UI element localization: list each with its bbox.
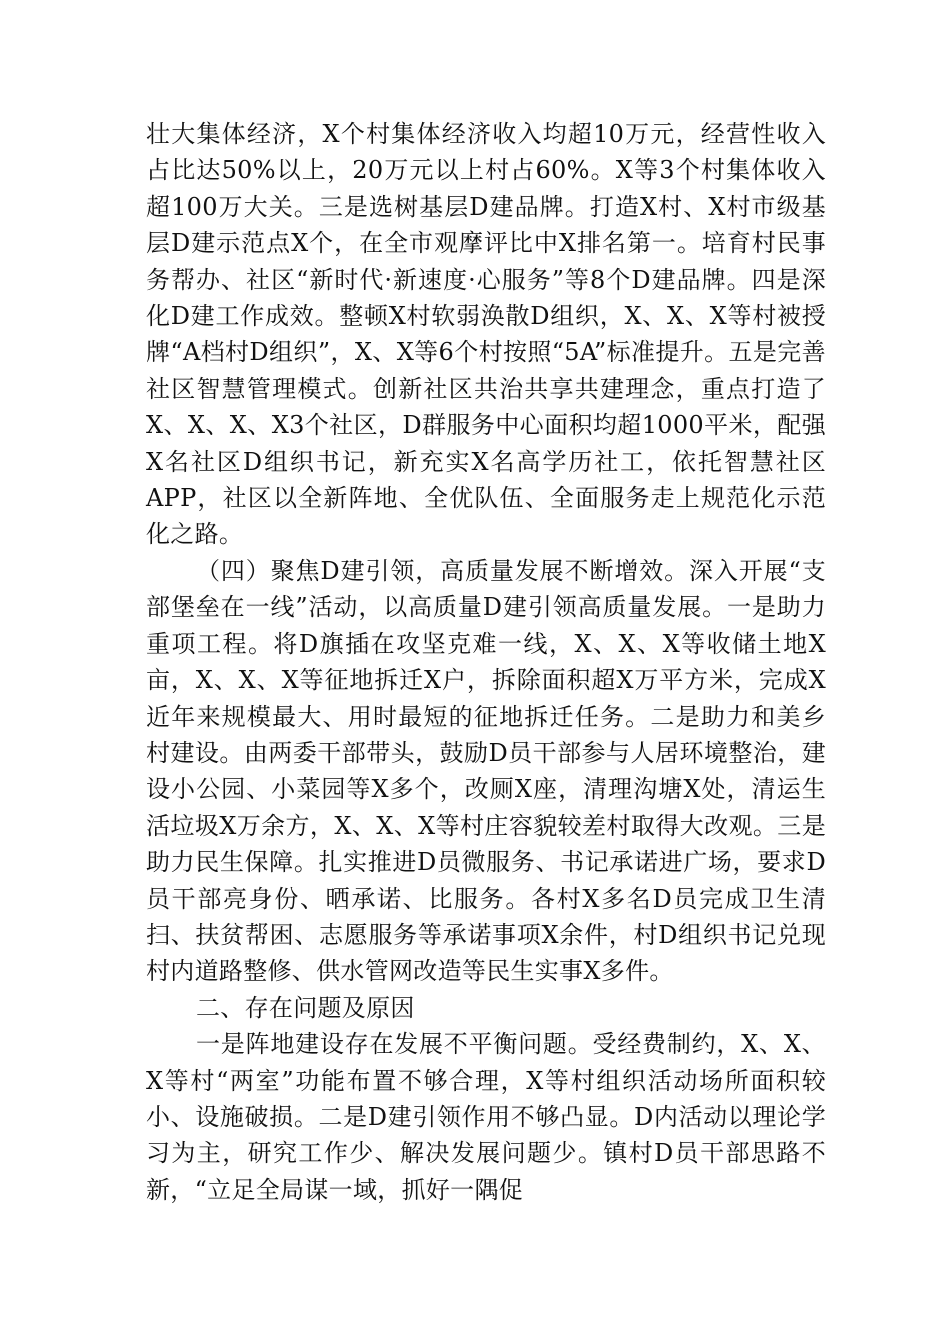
paragraph-collective-economy: 壮大集体经济，X个村集体经济收入均超10万元，经营性收入占比达50%以上，20万元以上村占60%。X等3个村集体收入超100万大关。三是选树基层D建品牌。打造X村、X村市级基层D建示范点X个，在全市观摩评比中X排名第一。培育村民事务帮办、社区“新时代·新速度·心服务”等8个D建品牌。四是深化D建工作成效。整顿X村软弱涣散D组织，X、X、X等村被授牌“A档村D组织”，X、X等6个村按照“5A”标准提升。五是完善社区智慧管理模式。创新社区共治共享共建理念，重点打造了X、X、X、X3个社区，D群服务中心面积均超1000平米，配强X名社区D组织书记，新充实X名高学历社工，依托智慧社区APP，社区以全新阵地、全优队伍、全面服务走上规范化示范化之路。	[146, 120, 826, 549]
document-body	[146, 116, 826, 1208]
paragraph-party-building-development: （四）聚焦D建引领，高质量发展不断增效。深入开展“支部堡垒在一线”活动，以高质量D建引领高质量发展。一是助力重项工程。将D旗插在攻坚克难一线，X、X、X等收储土地X亩，X、X、X等征地拆迁X户，拆除面积超X万平方米，完成X近年来规模最大、用时最短的征地拆迁任务。二是助力和美乡村建设。由两委干部带头，鼓励D员干部参与人居环境整治，建设小公园、小菜园等X多个，改厕X座，清理沟塘X处，清运生活垃圾X万余方，X、X、X等村庄容貌较差村取得大改观。三是助力民生保障。扎实推进D员微服务、书记承诺进广场，要求D员干部亮身份、晒承诺、比服务。各村X多名D员完成卫生清扫、扶贫帮困、志愿服务等承诺事项X余件，村D组织书记兑现村内道路整修、供水管网改造等民生实事X多件。	[146, 556, 826, 986]
paragraph-problems-causes: 一是阵地建设存在发展不平衡问题。受经费制约，X、X、X等村“两室”功能布置不够合理，X等村组织活动场所面积较小、设施破损。二是D建引领作用不够凸显。D内活动以理论学习为主，研究工作少、解决发展问题少。镇村D员干部思路不新，“立足全局谋一域，抓好一隅促	[146, 1030, 826, 1204]
section-heading-problems: 二、存在问题及原因	[196, 993, 415, 1022]
